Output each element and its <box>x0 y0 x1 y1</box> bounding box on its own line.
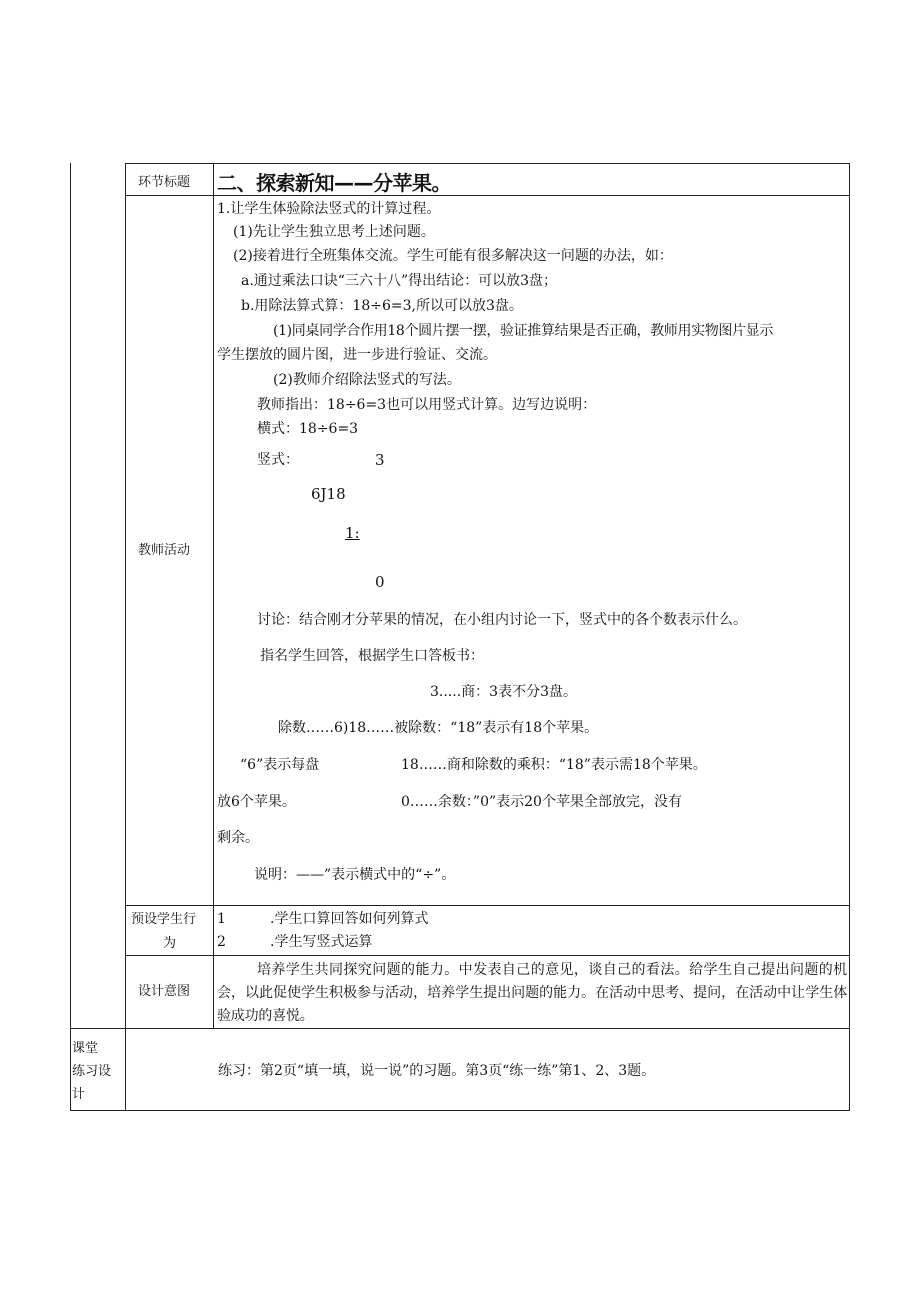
board-quotient: 3.....商：3表不分3盘。 <box>430 684 577 700</box>
section-title: 二、探索新知——分苹果。 <box>217 171 451 195</box>
vertical-product: 1: <box>345 524 360 542</box>
practice-label-line3: 计 <box>72 1087 86 1102</box>
section-title-label: 环节标题 <box>138 175 191 190</box>
table-bottom-border <box>70 1110 850 1111</box>
row-divider-intent <box>70 1028 850 1029</box>
row-divider-teacher <box>125 905 850 906</box>
activity-line-2: (1)先让学生独立思考上述问题。 <box>233 224 435 240</box>
activity-line-7: (2)教师介绍除法竖式的写法。 <box>273 372 461 388</box>
table-left-border <box>70 163 71 1111</box>
preset-behavior-label-line2: 为 <box>163 936 177 951</box>
label-column-border <box>125 163 126 1111</box>
activity-line-4: a.通过乘法口诀“三六十八”得出结论：可以放3盘； <box>241 273 558 289</box>
call-on-text: 指名学生回答，根据学生口答板书： <box>260 648 484 664</box>
design-intent-text: 培养学生共同探究问题的能力。中发表自己的意见，谈自己的看法。给学生自己提出问题的机会，以此促使学生积极参与活动，培养学生提出问题的能力。在活动中思考、提问，在活动中让学生体验成功的喜悦。 <box>217 962 847 1024</box>
behavior-item-1-num: 1 <box>217 911 226 927</box>
practice-label-line1: 课堂 <box>72 1041 99 1056</box>
vertical-remainder: 0 <box>375 573 385 591</box>
teacher-activity-label: 教师活动 <box>138 543 191 558</box>
board-product: 18……商和除数的乘积：“18”表示需18个苹果。 <box>401 757 707 773</box>
row-divider-behavior <box>125 955 850 956</box>
table-right-border <box>849 163 850 1111</box>
discussion-text: 讨论：结合刚才分苹果的情况，在小组内讨论一下，竖式中的各个数表示什么。 <box>257 612 747 628</box>
content-column-border <box>213 163 214 1029</box>
board-remainder-2: 剩余。 <box>217 830 259 846</box>
board-divisor: 除数……6)18……被除数：“18”表示有18个苹果。 <box>278 720 599 736</box>
preset-behavior-label-line1: 预设学生行 <box>131 912 197 927</box>
activity-line-6a: (1)同桌同学合作用18个圆片摆一摆，验证推算结果是否正确，教师用实物图片显示 <box>273 323 773 339</box>
activity-line-9: 横式：18÷6=3 <box>257 421 359 437</box>
activity-line-3: (2)接着进行全班集体交流。学生可能有很多解决这一问题的办法，如： <box>233 248 673 264</box>
row-divider-title <box>125 195 850 196</box>
behavior-item-2-num: 2 <box>217 934 226 950</box>
activity-line-5: b.用除法算式算：18÷6=3,所以可以放3盘。 <box>241 298 523 314</box>
behavior-item-1-text: .学生口算回答如何列算式 <box>270 911 429 927</box>
practice-label-line2: 练习设 <box>72 1064 112 1079</box>
row-divider-top <box>125 163 850 164</box>
activity-line-1: 1.让学生体验除法竖式的计算过程。 <box>217 201 441 217</box>
design-intent-label: 设计意图 <box>138 984 191 999</box>
behavior-item-2-text: .学生写竖式运算 <box>270 934 373 950</box>
board-six-label: “6”表示每盘 <box>240 757 320 773</box>
vertical-divisor-row: 6J18 <box>311 485 346 503</box>
board-remainder: 0……余数：”0”表示20个苹果全部放完，没有 <box>401 794 682 810</box>
activity-line-6b: 学生摆放的圆片图，进一步进行验证、交流。 <box>217 347 497 363</box>
activity-line-8: 教师指出：18÷6=3也可以用竖式计算。边写边说明： <box>257 397 597 413</box>
vertical-form-label: 竖式： <box>257 452 299 468</box>
board-six-label-2: 放6个苹果。 <box>217 794 296 810</box>
note-text: 说明：——”表示横式中的“÷”。 <box>254 867 456 883</box>
practice-text: 练习：第2页“填一填，说一说”的习题。第3页“练一练”第1、2、3题。 <box>218 1063 656 1079</box>
vertical-quotient: 3 <box>375 451 385 469</box>
